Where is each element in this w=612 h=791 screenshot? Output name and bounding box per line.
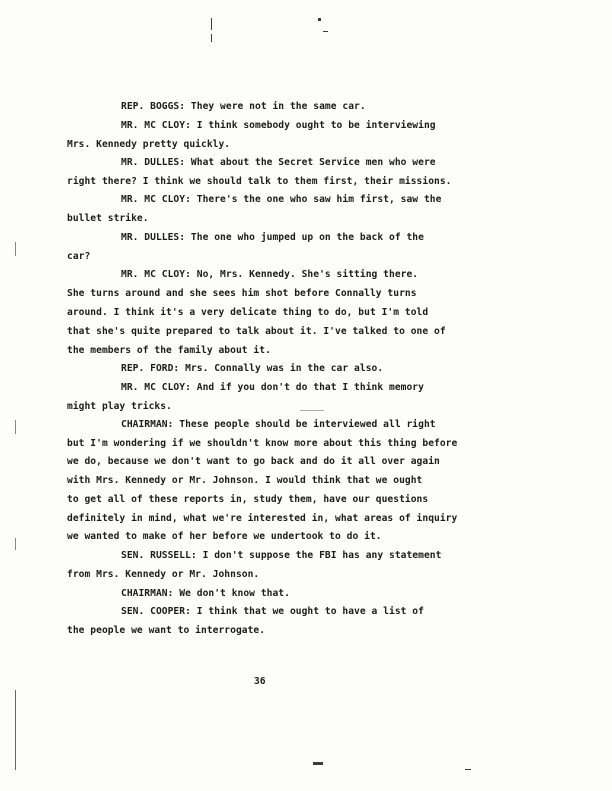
transcript-line: She turns around and she sees him shot before Connally turns	[67, 288, 417, 299]
transcript-line: MR. MC CLOY: There's the one who saw him first, saw the	[121, 194, 442, 205]
transcript-line: from Mrs. Kennedy or Mr. Johnson.	[67, 569, 260, 580]
transcript-line: the members of the family about it.	[67, 345, 271, 356]
transcript-line: SEN. COOPER: I think that we ought to have a list of	[121, 606, 424, 617]
transcript-line: with Mrs. Kennedy or Mr. Johnson. I would think that we ought	[67, 475, 423, 486]
transcript-line: might play tricks.	[67, 401, 172, 412]
transcript-line: car?	[67, 251, 91, 262]
scan-mark	[211, 18, 212, 30]
transcript-line: CHAIRMAN: These people should be interviewed all right	[121, 419, 436, 430]
transcript-line: around. I think it's a very delicate thing to do, but I'm told	[67, 307, 429, 318]
transcript-line: bullet strike.	[67, 213, 149, 224]
scan-mark	[318, 18, 321, 21]
transcript-line: Mrs. Kennedy pretty quickly.	[67, 139, 231, 150]
transcript-line: definitely in mind, what we're interested in, what areas of inquiry	[67, 513, 458, 524]
transcript-line: we wanted to make of her before we undertook to do it.	[67, 531, 382, 542]
transcript-line: the people we want to interrogate.	[67, 625, 266, 636]
transcript-line: MR. MC CLOY: And if you don't do that I think memory	[121, 382, 424, 393]
scan-mark	[211, 34, 212, 42]
scan-mark	[15, 242, 16, 256]
transcript-line: MR. MC CLOY: No, Mrs. Kennedy. She's sitting there.	[121, 269, 419, 280]
scan-mark	[465, 769, 471, 770]
scan-mark	[300, 410, 324, 411]
transcript-line: REP. FORD: Mrs. Connally was in the car also.	[121, 363, 384, 374]
transcript-line: right there? I think we should talk to them first, their missions.	[67, 176, 452, 187]
scan-mark	[15, 420, 16, 434]
transcript-line: MR. DULLES: The one who jumped up on the back of the	[121, 232, 424, 243]
transcript-line: SEN. RUSSELL: I don't suppose the FBI has any statement	[121, 550, 442, 561]
scan-mark	[313, 762, 323, 765]
transcript-line: but I'm wondering if we shouldn't know more about this thing before	[67, 438, 458, 449]
transcript-line: REP. BOGGS: They were not in the same car.	[121, 101, 366, 112]
scan-mark	[15, 538, 16, 550]
transcript-line: to get all of these reports in, study them, have our questions	[67, 494, 429, 505]
transcript-line: CHAIRMAN: We don't know that.	[121, 588, 290, 599]
transcript-line: we do, because we don't want to go back and do it all over again	[67, 456, 440, 467]
transcript-line: MR. MC CLOY: I think somebody ought to be interviewing	[121, 120, 436, 131]
transcript-line: MR. DULLES: What about the Secret Service men who were	[121, 157, 436, 168]
scan-mark	[323, 31, 328, 32]
transcript-line: that she's quite prepared to talk about it. I've talked to one of	[67, 326, 446, 337]
page-number: 36	[254, 676, 266, 687]
scan-mark	[15, 690, 16, 770]
